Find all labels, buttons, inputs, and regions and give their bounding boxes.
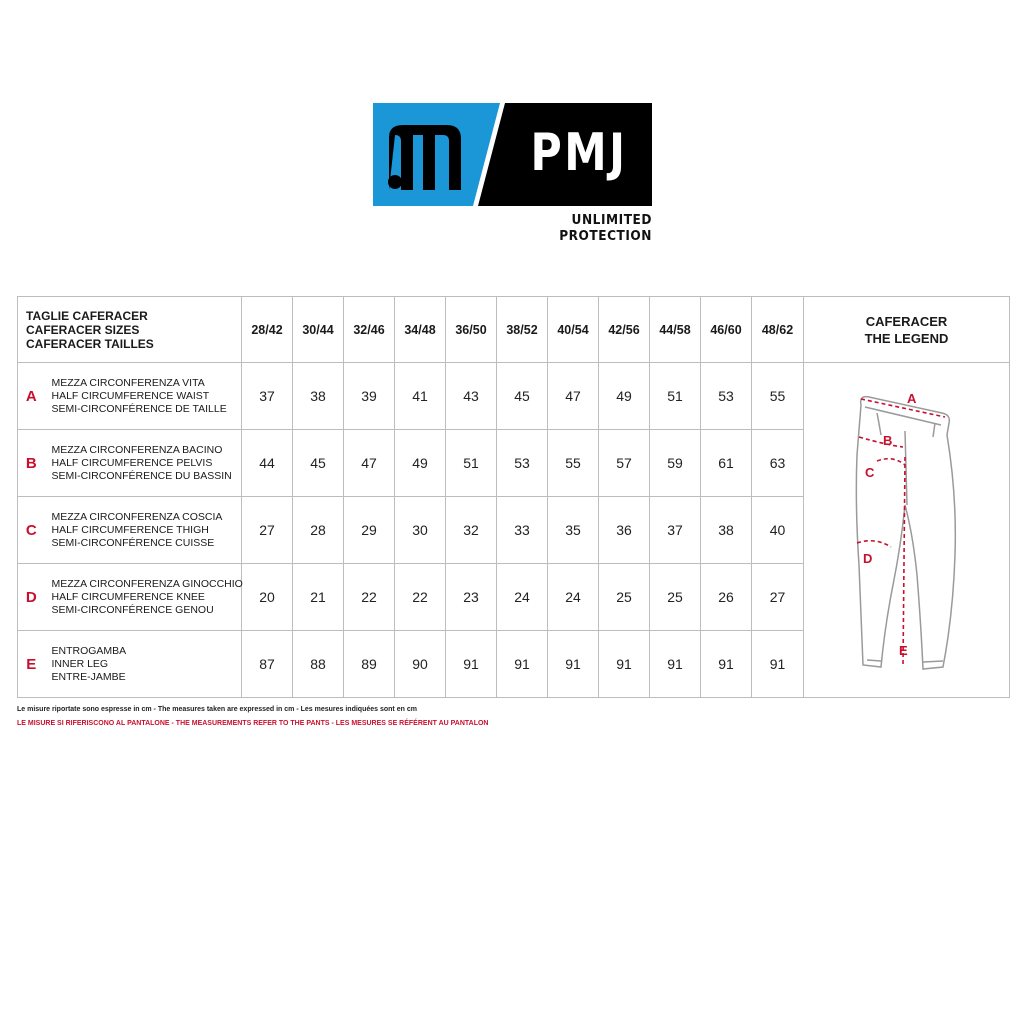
row-description — [45, 430, 242, 497]
marker-label-d: D — [862, 551, 872, 566]
value-cell: 88 — [293, 631, 344, 698]
value-cell: 47 — [344, 430, 395, 497]
legend-header — [804, 297, 1010, 363]
size-col-header: 48/62 — [752, 297, 804, 363]
desc-fr: SEMI-CIRCONFÉRENCE DU BASSIN — [51, 469, 232, 482]
value-cell: 91 — [752, 631, 804, 698]
marker-label-a: A — [906, 391, 916, 406]
value-cell: 44 — [242, 430, 293, 497]
value-cell: 38 — [701, 497, 752, 564]
value-cell: 36 — [599, 497, 650, 564]
size-col-header: 30/44 — [293, 297, 344, 363]
row-letter: A — [18, 363, 45, 430]
value-cell: 43 — [446, 363, 497, 430]
marker-a-line — [861, 399, 945, 417]
value-cell: 91 — [701, 631, 752, 698]
value-cell: 45 — [293, 430, 344, 497]
size-header-label — [18, 297, 242, 363]
value-cell: 20 — [242, 564, 293, 631]
table-row — [18, 363, 1010, 430]
desc-en: HALF CIRCUMFERENCE PELVIS — [51, 456, 213, 469]
size-col-header: 44/58 — [650, 297, 701, 363]
size-col-header: 28/42 — [242, 297, 293, 363]
value-cell: 90 — [395, 631, 446, 698]
marker-label-e: E — [898, 643, 908, 658]
value-cell: 49 — [599, 363, 650, 430]
jeans-outline — [856, 397, 955, 669]
brand-name: PMJ — [530, 123, 628, 183]
desc-fr: SEMI-CIRCONFÉRENCE GENOU — [51, 603, 214, 616]
value-cell: 24 — [497, 564, 548, 631]
size-col-header: 36/50 — [446, 297, 497, 363]
desc-it: MEZZA CIRCONFERENZA GINOCCHIO — [51, 577, 243, 590]
value-cell: 35 — [548, 497, 599, 564]
row-description — [45, 631, 242, 698]
value-cell: 32 — [446, 497, 497, 564]
value-cell: 91 — [599, 631, 650, 698]
row-letter: C — [18, 497, 45, 564]
desc-it: ENTROGAMBA — [51, 644, 127, 657]
value-cell: 55 — [548, 430, 599, 497]
value-cell: 25 — [599, 564, 650, 631]
value-cell: 27 — [242, 497, 293, 564]
value-cell: 49 — [395, 430, 446, 497]
size-col-header: 42/56 — [599, 297, 650, 363]
marker-c-line — [877, 459, 905, 465]
row-letter: E — [18, 631, 45, 698]
desc-it: MEZZA CIRCONFERENZA BACINO — [51, 443, 223, 456]
value-cell: 41 — [395, 363, 446, 430]
value-cell: 21 — [293, 564, 344, 631]
value-cell: 53 — [701, 363, 752, 430]
value-cell: 37 — [650, 497, 701, 564]
jeans-measurement-diagram-icon — [847, 375, 967, 685]
desc-fr: ENTRE-JAMBE — [51, 670, 126, 683]
desc-it: MEZZA CIRCONFERENZA VITA — [51, 376, 205, 389]
marker-d-line — [857, 541, 891, 547]
value-cell: 53 — [497, 430, 548, 497]
value-cell: 89 — [344, 631, 395, 698]
value-cell: 22 — [344, 564, 395, 631]
value-cell: 33 — [497, 497, 548, 564]
desc-en: HALF CIRCUMFERENCE KNEE — [51, 590, 205, 603]
header-label-it: TAGLIE CAFERACER — [26, 308, 148, 323]
value-cell: 51 — [650, 363, 701, 430]
value-cell: 37 — [242, 363, 293, 430]
row-letter: B — [18, 430, 45, 497]
marker-label-b: B — [882, 433, 892, 448]
size-col-header: 38/52 — [497, 297, 548, 363]
value-cell: 25 — [650, 564, 701, 631]
value-cell: 29 — [344, 497, 395, 564]
desc-en: HALF CIRCUMFERENCE THIGH — [51, 523, 209, 536]
desc-fr: SEMI-CIRCONFÉRENCE DE TAILLE — [51, 402, 227, 415]
value-cell: 23 — [446, 564, 497, 631]
desc-it: MEZZA CIRCONFERENZA COSCIA — [51, 510, 223, 523]
size-chart-table — [17, 296, 1010, 698]
desc-fr: SEMI-CIRCONFÉRENCE CUISSE — [51, 536, 215, 549]
value-cell: 27 — [752, 564, 804, 631]
measurement-markers — [857, 399, 945, 665]
value-cell: 40 — [752, 497, 804, 564]
value-cell: 38 — [293, 363, 344, 430]
value-cell: 28 — [293, 497, 344, 564]
brand-tagline: UNLIMITED PROTECTION — [559, 212, 652, 244]
row-letter: D — [18, 564, 45, 631]
size-col-header: 32/46 — [344, 297, 395, 363]
row-description — [45, 497, 242, 564]
units-note: Le misure riportate sono espresse in cm - The measures taken are expressed in cm - Les mesures indiquées sont en cm — [17, 706, 417, 713]
marker-label-c: C — [864, 465, 874, 480]
value-cell: 59 — [650, 430, 701, 497]
row-description — [45, 564, 242, 631]
measurements-note: LE MISURE SI RIFERISCONO AL PANTALONE - THE MEASUREMENTS REFER TO THE PANTS - LES MESURES SE RÉFÉRENT AU PANTALON — [17, 720, 489, 727]
value-cell: 22 — [395, 564, 446, 631]
value-cell: 57 — [599, 430, 650, 497]
value-cell: 91 — [650, 631, 701, 698]
value-cell: 87 — [242, 631, 293, 698]
marker-b-line — [859, 437, 903, 447]
value-cell: 63 — [752, 430, 804, 497]
header-row — [18, 297, 1010, 363]
desc-en: HALF CIRCUMFERENCE WAIST — [51, 389, 210, 402]
marker-e-line — [903, 457, 905, 665]
value-cell: 26 — [701, 564, 752, 631]
legend-diagram-cell — [804, 363, 1010, 698]
value-cell: 55 — [752, 363, 804, 430]
legend-header-subtitle: THE LEGEND — [864, 330, 949, 346]
value-cell: 91 — [497, 631, 548, 698]
desc-en: INNER LEG — [51, 657, 109, 670]
value-cell: 61 — [701, 430, 752, 497]
header-label-fr: CAFERACER TAILLES — [26, 336, 154, 351]
value-cell: 45 — [497, 363, 548, 430]
legend-header-model: CAFERACER — [865, 313, 948, 329]
size-col-header: 46/60 — [701, 297, 752, 363]
value-cell: 39 — [344, 363, 395, 430]
header-label-en: CAFERACER SIZES — [26, 322, 140, 337]
size-col-header: 40/54 — [548, 297, 599, 363]
row-description — [45, 363, 242, 430]
value-cell: 30 — [395, 497, 446, 564]
value-cell: 24 — [548, 564, 599, 631]
value-cell: 91 — [548, 631, 599, 698]
value-cell: 47 — [548, 363, 599, 430]
value-cell: 51 — [446, 430, 497, 497]
value-cell: 91 — [446, 631, 497, 698]
size-col-header: 34/48 — [395, 297, 446, 363]
